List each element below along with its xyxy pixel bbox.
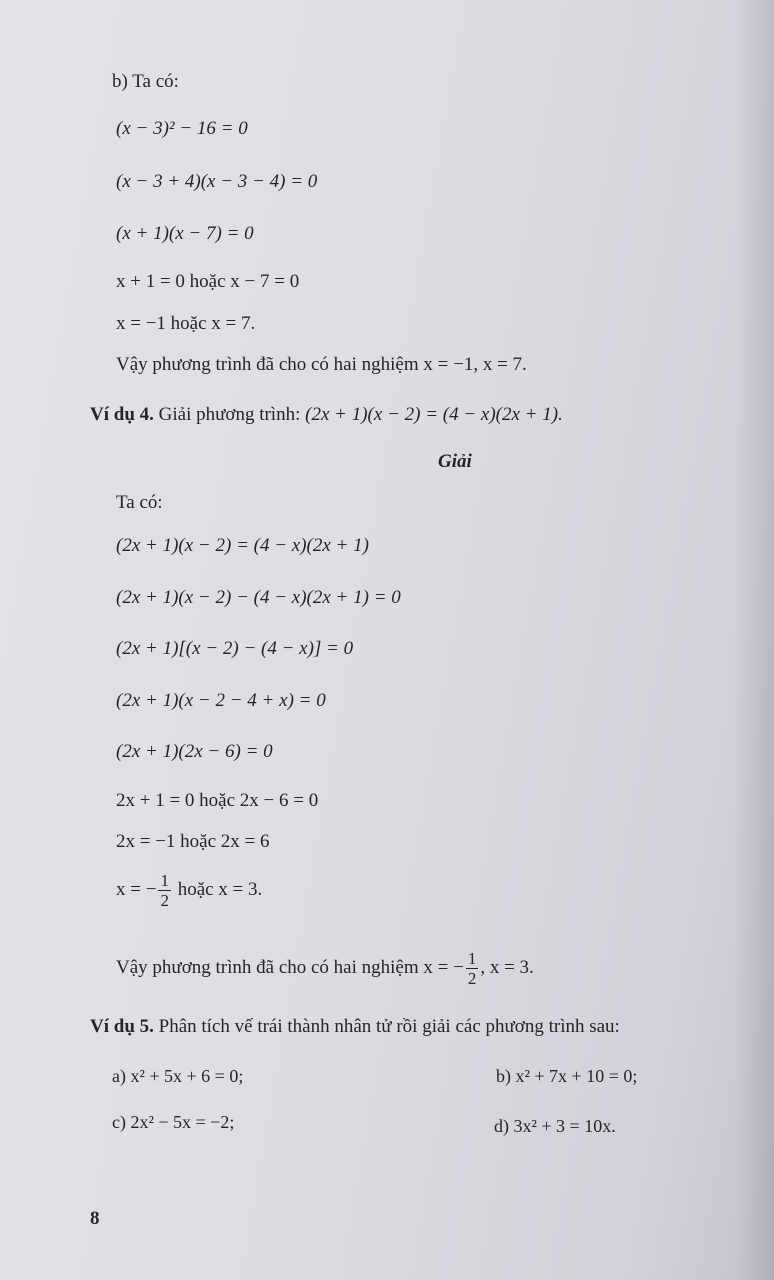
exercise-b: b) x² + 7x + 10 = 0; [496, 1066, 638, 1086]
solution-step-7: 2x = −1 hoặc 2x = 6 [116, 831, 270, 852]
example-4-label: Ví dụ 4. [90, 404, 154, 425]
part-b-step-1: (x − 3)² − 16 = 0 [116, 118, 248, 139]
example-4-equation: (2x + 1)(x − 2) = (4 − x)(2x + 1). [305, 404, 563, 425]
exercise-d: d) 3x² + 3 = 10x. [494, 1116, 616, 1136]
example-5-statement [90, 1015, 620, 1039]
solution-step-5: (2x + 1)(2x − 6) = 0 [116, 741, 273, 762]
part-b-label: b) Ta có: [112, 71, 179, 92]
solution-step-3: (2x + 1)[(x − 2) − (4 − x)] = 0 [116, 638, 354, 659]
part-b-step-4: x + 1 = 0 hoặc x − 7 = 0 [116, 271, 300, 292]
conclusion-fraction-numerator: 1 [467, 949, 477, 969]
part-b-step-2: (x − 3 + 4)(x − 3 − 4) = 0 [116, 171, 318, 192]
fraction-denominator: 2 [160, 891, 169, 911]
solution-step-8-suffix: hoặc x = 3. [177, 879, 263, 900]
part-b-conclusion: Vậy phương trình đã cho có hai nghiệm x = −1, x = 7. [116, 354, 527, 375]
conclusion-fraction-denominator: 2 [467, 969, 477, 989]
part-b-step-3: (x + 1)(x − 7) = 0 [116, 223, 254, 244]
solution-step-2: (2x + 1)(x − 2) − (4 − x)(2x + 1) = 0 [116, 587, 401, 608]
example-4-statement [90, 403, 563, 427]
fraction-numerator: 1 [160, 871, 169, 891]
solution-intro: Ta có: [116, 492, 163, 513]
exercise-c: c) 2x² − 5x = −2; [112, 1112, 235, 1132]
page-number: 8 [90, 1208, 100, 1229]
page-edge-shadow [734, 0, 774, 1280]
example-4-conclusion [116, 946, 534, 990]
exercise-a: a) x² + 5x + 6 = 0; [112, 1066, 244, 1086]
part-b-step-5: x = −1 hoặc x = 7. [116, 313, 256, 334]
solution-step-8-prefix: x = − [116, 879, 157, 900]
solution-step-1: (2x + 1)(x − 2) = (4 − x)(2x + 1) [116, 535, 369, 556]
example-5-label: Ví dụ 5. [90, 1016, 154, 1037]
solution-step-8 [116, 868, 262, 912]
example-4-conclusion-suffix: , x = 3. [480, 957, 534, 978]
conclusion-fraction [466, 949, 479, 988]
solution-step-6: 2x + 1 = 0 hoặc 2x − 6 = 0 [116, 790, 319, 811]
solution-step-4: (2x + 1)(x − 2 − 4 + x) = 0 [116, 690, 326, 711]
example-4-conclusion-prefix: Vậy phương trình đã cho có hai nghiệm x = − [116, 957, 464, 978]
solution-heading: Giải [438, 451, 472, 472]
example-5-task: Phân tích vế trái thành nhân tử rồi giải các phương trình sau: [158, 1016, 620, 1037]
fraction-one-half [158, 871, 171, 910]
example-4-task: Giải phương trình: [158, 404, 301, 425]
